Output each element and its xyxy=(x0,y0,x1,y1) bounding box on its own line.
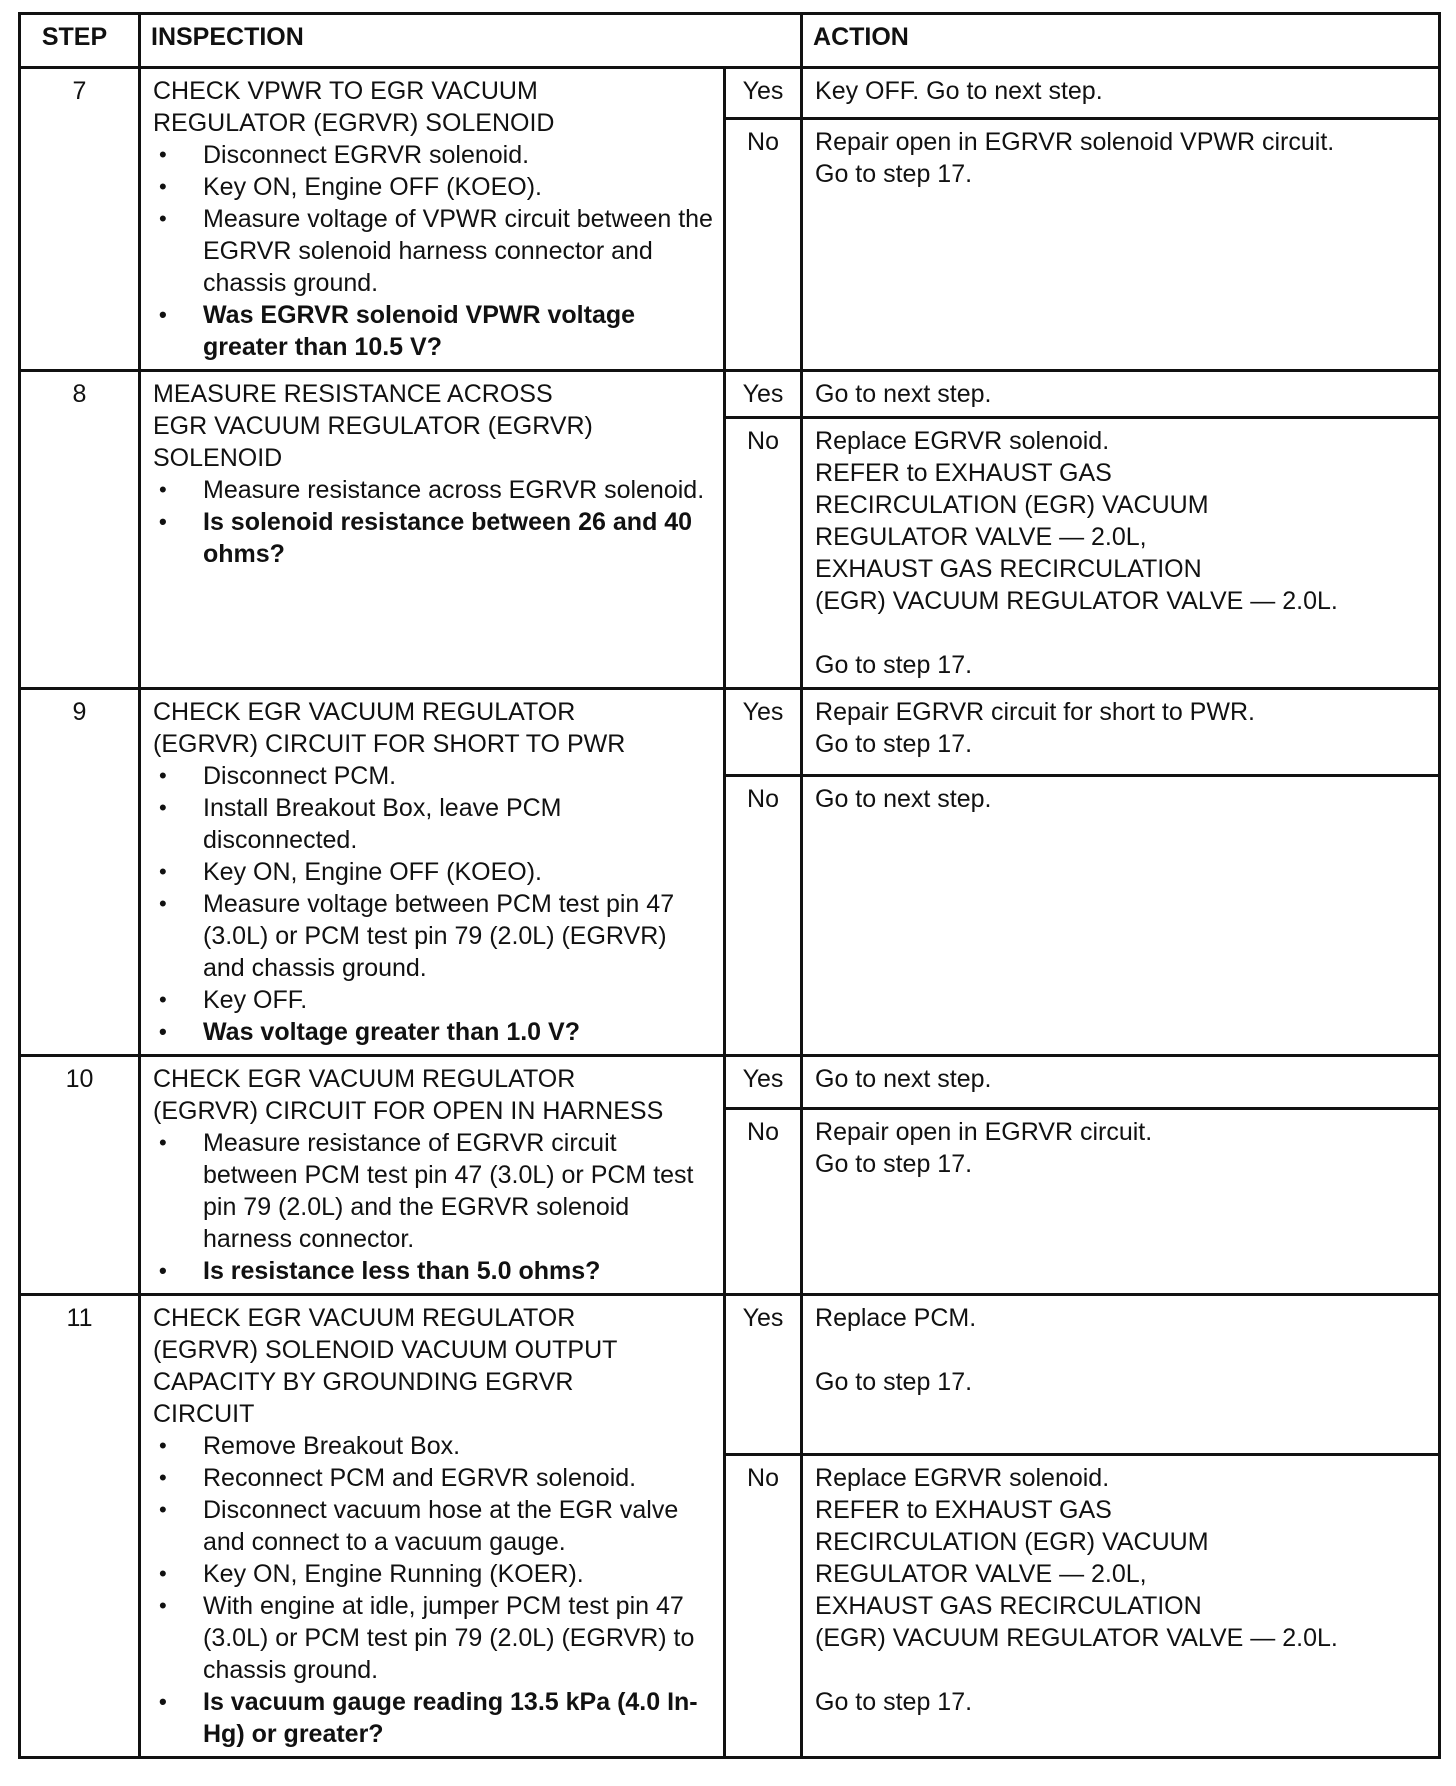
inspection-bullets xyxy=(153,1430,713,1750)
no-action-line: Go to step 17. xyxy=(815,160,973,189)
inspection-bullet: • Disconnect EGRVR solenoid. xyxy=(153,139,713,171)
yes-action-line: Replace PCM. xyxy=(815,1304,977,1332)
inspection-question: • Was EGRVR solenoid VPWR voltage greater than 10.5 V? xyxy=(153,299,713,363)
no-action-line: Go to next step. xyxy=(815,785,992,814)
step-number: 10 xyxy=(20,1056,140,1295)
inspection-bullets xyxy=(153,760,713,1048)
yes-label: Yes xyxy=(725,1056,802,1109)
inspection-bullets xyxy=(153,1127,713,1287)
header-action: ACTION xyxy=(802,14,1440,68)
no-action xyxy=(802,1108,1440,1294)
inspection-title-line: REGULATOR (EGRVR) SOLENOID xyxy=(153,109,555,137)
no-label: No xyxy=(725,776,802,1056)
inspection-bullet: • Measure resistance of EGRVR circuit between PCM test pin 47 (3.0L) or PCM test pin 79 (2.0L) and the EGRVR solenoid harness connector. xyxy=(153,1127,713,1255)
yes-action xyxy=(802,1056,1440,1109)
yes-action-line: Repair EGRVR circuit for short to PWR. xyxy=(815,698,1255,726)
no-label: No xyxy=(725,1455,802,1758)
inspection-title-line: SOLENOID xyxy=(153,444,283,472)
yes-label: Yes xyxy=(725,689,802,776)
yes-action-spacer xyxy=(815,1334,1428,1366)
no-action-line: REGULATOR VALVE — 2.0L, xyxy=(815,523,1147,551)
no-action-line: REFER to EXHAUST GAS xyxy=(815,1496,1112,1525)
no-action-goto: Go to step 17. xyxy=(815,1688,973,1717)
step-number: 11 xyxy=(20,1295,140,1758)
no-action-line: RECIRCULATION (EGR) VACUUM xyxy=(815,1528,1209,1557)
inspection-bullet: • Remove Breakout Box. xyxy=(153,1430,713,1462)
no-action xyxy=(802,418,1440,689)
no-action-line: RECIRCULATION (EGR) VACUUM xyxy=(815,491,1209,519)
inspection-bullet: • Key ON, Engine OFF (KOEO). xyxy=(153,856,713,888)
inspection-bullet: • Measure resistance across EGRVR solenoid. xyxy=(153,474,713,506)
diagnostic-table xyxy=(18,12,1441,1759)
inspection-cell xyxy=(140,1295,725,1758)
no-action xyxy=(802,119,1440,371)
no-action-spacer xyxy=(815,1654,1428,1686)
inspection-title xyxy=(153,696,713,760)
no-label: No xyxy=(725,1108,802,1294)
no-action-goto: Go to step 17. xyxy=(815,651,973,679)
step-number: 9 xyxy=(20,689,140,1056)
yes-action-goto: Go to step 17. xyxy=(815,1368,973,1396)
inspection-bullets xyxy=(153,474,713,570)
yes-action-line: Key OFF. Go to next step. xyxy=(815,77,1103,105)
step-row-11-yes xyxy=(20,1295,1440,1455)
inspection-title-line: EGR VACUUM REGULATOR (EGRVR) xyxy=(153,412,593,440)
no-action-line: Go to step 17. xyxy=(815,1149,973,1178)
no-action xyxy=(802,776,1440,1056)
no-action-spacer xyxy=(815,617,1428,649)
no-action-line: Replace EGRVR solenoid. xyxy=(815,1464,1110,1493)
inspection-cell xyxy=(140,68,725,371)
inspection-title xyxy=(153,1063,713,1127)
inspection-title-line: CAPACITY BY GROUNDING EGRVR xyxy=(153,1368,574,1396)
header-step: STEP xyxy=(20,14,140,68)
yes-action xyxy=(802,68,1440,119)
step-row-10-yes xyxy=(20,1056,1440,1109)
inspection-cell xyxy=(140,1056,725,1295)
inspection-bullet: • Measure voltage of VPWR circuit between the EGRVR solenoid harness connector and chassis ground. xyxy=(153,203,713,299)
inspection-question: • Is vacuum gauge reading 13.5 kPa (4.0 In-Hg) or greater? xyxy=(153,1686,713,1750)
inspection-title xyxy=(153,378,713,474)
no-action-line: (EGR) VACUUM REGULATOR VALVE — 2.0L. xyxy=(815,587,1338,615)
inspection-bullet: • Measure voltage between PCM test pin 47 (3.0L) or PCM test pin 79 (2.0L) (EGRVR) and chassis ground. xyxy=(153,888,713,984)
inspection-title xyxy=(153,1302,713,1430)
inspection-question: • Is solenoid resistance between 26 and 40 ohms? xyxy=(153,506,713,570)
step-row-9-yes xyxy=(20,689,1440,776)
no-action-line: EXHAUST GAS RECIRCULATION xyxy=(815,555,1202,583)
inspection-cell xyxy=(140,689,725,1056)
no-action-line: Replace EGRVR solenoid. xyxy=(815,427,1110,455)
inspection-title-line: (EGRVR) SOLENOID VACUUM OUTPUT xyxy=(153,1336,618,1364)
no-action-line: EXHAUST GAS RECIRCULATION xyxy=(815,1592,1202,1621)
inspection-bullet: • Disconnect vacuum hose at the EGR valve and connect to a vacuum gauge. xyxy=(153,1494,713,1558)
yes-action-line: Go to step 17. xyxy=(815,730,973,758)
no-action xyxy=(802,1455,1440,1758)
inspection-cell xyxy=(140,371,725,689)
step-number: 7 xyxy=(20,68,140,371)
yes-label: Yes xyxy=(725,371,802,418)
header-row xyxy=(20,14,1440,68)
inspection-bullet: • With engine at idle, jumper PCM test pin 47 (3.0L) or PCM test pin 79 (2.0L) (EGRVR) to chassis ground. xyxy=(153,1590,713,1686)
inspection-title-line: CIRCUIT xyxy=(153,1400,255,1428)
no-action-line: REGULATOR VALVE — 2.0L, xyxy=(815,1560,1147,1589)
yes-label: Yes xyxy=(725,68,802,119)
inspection-bullets xyxy=(153,139,713,363)
no-label: No xyxy=(725,418,802,689)
inspection-bullet: • Key ON, Engine Running (KOER). xyxy=(153,1558,713,1590)
inspection-title-line: CHECK EGR VACUUM REGULATOR xyxy=(153,1065,576,1093)
no-action-line: Repair open in EGRVR solenoid VPWR circuit. xyxy=(815,128,1335,157)
inspection-bullet: • Disconnect PCM. xyxy=(153,760,713,792)
inspection-title xyxy=(153,75,713,139)
header-inspection: INSPECTION xyxy=(140,14,802,68)
inspection-title-line: (EGRVR) CIRCUIT FOR OPEN IN HARNESS xyxy=(153,1097,664,1125)
yes-label: Yes xyxy=(725,1295,802,1455)
diagnostic-document xyxy=(18,12,1438,1759)
inspection-title-line: MEASURE RESISTANCE ACROSS xyxy=(153,380,553,408)
yes-action xyxy=(802,689,1440,776)
inspection-bullet: • Install Breakout Box, leave PCM disconnected. xyxy=(153,792,713,856)
inspection-question: • Was voltage greater than 1.0 V? xyxy=(153,1016,713,1048)
step-row-8-yes xyxy=(20,371,1440,418)
step-row-7-yes xyxy=(20,68,1440,119)
inspection-title-line: CHECK EGR VACUUM REGULATOR xyxy=(153,1304,576,1332)
no-action-line: (EGR) VACUUM REGULATOR VALVE — 2.0L. xyxy=(815,1624,1338,1653)
step-number: 8 xyxy=(20,371,140,689)
inspection-question: • Is resistance less than 5.0 ohms? xyxy=(153,1255,713,1287)
yes-action-line: Go to next step. xyxy=(815,1065,992,1093)
inspection-bullet: • Reconnect PCM and EGRVR solenoid. xyxy=(153,1462,713,1494)
no-action-line: REFER to EXHAUST GAS xyxy=(815,459,1112,487)
inspection-bullet: • Key OFF. xyxy=(153,984,713,1016)
inspection-bullet: • Key ON, Engine OFF (KOEO). xyxy=(153,171,713,203)
yes-action xyxy=(802,371,1440,418)
yes-action xyxy=(802,1295,1440,1455)
inspection-title-line: CHECK EGR VACUUM REGULATOR xyxy=(153,698,576,726)
no-label: No xyxy=(725,119,802,371)
inspection-title-line: CHECK VPWR TO EGR VACUUM xyxy=(153,77,538,105)
no-action-line: Repair open in EGRVR circuit. xyxy=(815,1117,1153,1146)
yes-action-line: Go to next step. xyxy=(815,380,992,408)
inspection-title-line: (EGRVR) CIRCUIT FOR SHORT TO PWR xyxy=(153,730,626,758)
table-body xyxy=(20,68,1440,1758)
